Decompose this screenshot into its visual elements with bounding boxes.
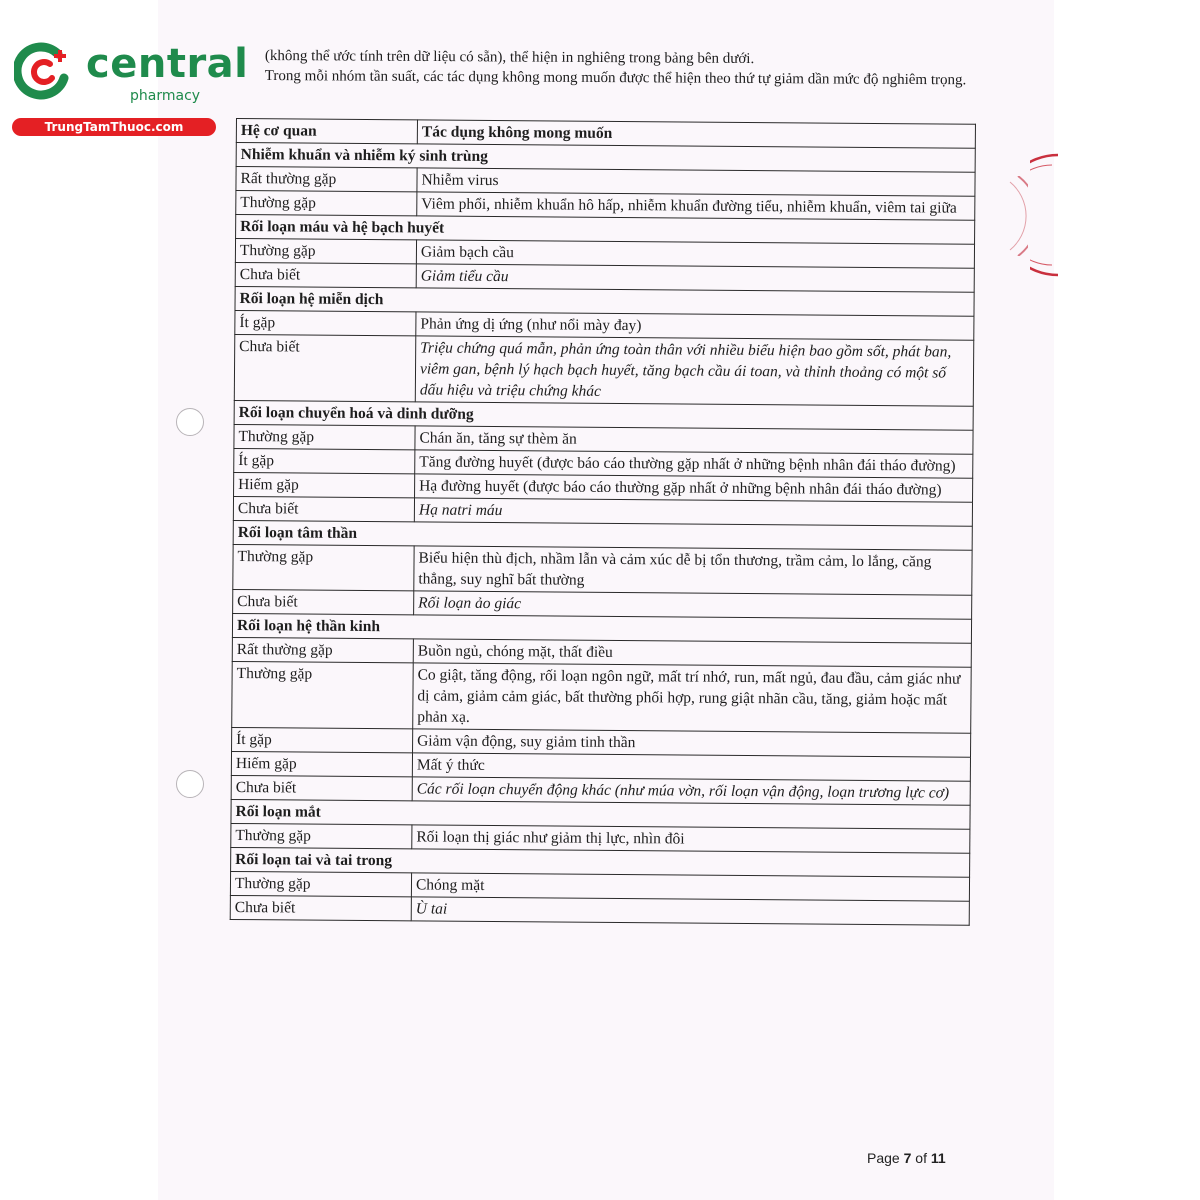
brand-url-link[interactable]: TrungTamThuoc.com bbox=[12, 118, 216, 136]
header-adverse-effect: Tác dụng không mong muốn bbox=[417, 120, 975, 148]
frequency-cell: Chưa biết bbox=[230, 895, 411, 920]
effect-cell: Biểu hiện thù địch, nhầm lẫn và cảm xúc dễ bị tổn thương, trầm cảm, lo lắng, căng thẳng, suy nghĩ bất thường bbox=[414, 546, 972, 595]
group-title: Rối loạn tâm thần bbox=[233, 520, 972, 550]
effect-cell: Co giật, tăng động, rối loạn ngôn ngữ, mất trí nhớ, run, mất ngủ, đau đầu, cảm giác như dị cảm, giảm cảm giác, bất thường phối hợp, rung giật nhãn cầu, tăng, giảm hoặc mất phản xạ. bbox=[413, 663, 972, 733]
effect-cell: Viêm phổi, nhiễm khuẩn hô hấp, nhiễm khuẩn đường tiểu, nhiễm khuẩn, viêm tai giữa bbox=[417, 192, 975, 220]
effect-cell: Phản ứng dị ứng (như nổi mày đay) bbox=[416, 312, 974, 340]
frequency-cell: Rất thường gặp bbox=[232, 637, 413, 662]
table-row bbox=[232, 661, 971, 733]
group-title: Rối loạn tai và tai trong bbox=[231, 847, 970, 877]
effect-cell: Chán ăn, tăng sự thèm ăn bbox=[415, 426, 973, 454]
effect-cell: Giảm vận động, suy giảm tinh thần bbox=[413, 729, 971, 757]
effect-cell: Các rối loạn chuyển động khác (như múa vờn, rối loạn vận động, loạn trương lực cơ) bbox=[412, 777, 970, 805]
effect-cell: Chóng mặt bbox=[411, 873, 969, 901]
group-title: Rối loạn chuyển hoá và dinh dưỡng bbox=[234, 400, 973, 430]
frequency-cell: Thường gặp bbox=[236, 191, 417, 216]
frequency-cell: Chưa biết bbox=[231, 775, 412, 800]
current-page: 7 bbox=[903, 1150, 912, 1166]
effect-cell: Ù tai bbox=[411, 897, 969, 925]
intro-line-1: (không thể ước tính trên dữ liệu có sẵn), thể hiện in nghiêng trong bảng bên dưới. bbox=[264, 47, 755, 67]
frequency-cell: Rất thường gặp bbox=[236, 167, 417, 192]
central-pharmacy-logo[interactable] bbox=[8, 32, 249, 137]
frequency-cell: Ít gặp bbox=[232, 727, 413, 752]
brand-subtitle: pharmacy bbox=[130, 88, 201, 104]
group-title: Rối loạn mắt bbox=[231, 799, 970, 829]
frequency-cell: Chưa biết bbox=[233, 496, 414, 521]
punch-hole-top bbox=[176, 408, 204, 436]
frequency-cell: Thường gặp bbox=[232, 661, 414, 728]
effect-cell: Tăng đường huyết (được báo cáo thường gặp nhất ở những bệnh nhân đái tháo đường) bbox=[415, 450, 973, 478]
frequency-cell: Chưa biết bbox=[234, 334, 416, 401]
brand-name: central bbox=[86, 41, 249, 87]
frequency-cell: Hiếm gặp bbox=[231, 751, 412, 776]
header-organ-system: Hệ cơ quan bbox=[236, 119, 417, 144]
page-number bbox=[867, 1150, 946, 1166]
frequency-cell: Ít gặp bbox=[235, 310, 416, 335]
frequency-cell: Thường gặp bbox=[235, 239, 416, 264]
frequency-cell: Thường gặp bbox=[233, 544, 414, 590]
table-row bbox=[234, 334, 973, 406]
seal-fragment-icon bbox=[1030, 150, 1060, 280]
effect-cell: Rối loạn thị giác như giảm thị lực, nhìn đôi bbox=[412, 825, 970, 853]
effect-cell: Hạ natri máu bbox=[414, 498, 972, 526]
frequency-cell: Chưa biết bbox=[233, 589, 414, 614]
group-title: Rối loạn máu và hệ bạch huyết bbox=[236, 215, 975, 245]
frequency-cell: Thường gặp bbox=[231, 823, 412, 848]
effect-cell: Hạ đường huyết (được báo cáo thường gặp nhất ở những bệnh nhân đái tháo đường) bbox=[415, 474, 973, 502]
frequency-cell: Thường gặp bbox=[230, 871, 411, 896]
adverse-effects-table bbox=[230, 118, 976, 926]
effect-cell: Giảm bạch cầu bbox=[416, 240, 974, 268]
group-title: Nhiễm khuẩn và nhiễm ký sinh trùng bbox=[236, 143, 975, 173]
effect-cell: Giảm tiểu cầu bbox=[416, 264, 974, 292]
frequency-cell: Thường gặp bbox=[234, 424, 415, 449]
effect-cell: Buồn ngủ, chóng mặt, thất điều bbox=[413, 639, 971, 667]
intro-paragraph bbox=[265, 46, 985, 90]
group-title: Rối loạn hệ thần kinh bbox=[232, 613, 971, 643]
total-pages: 11 bbox=[930, 1150, 946, 1166]
group-title: Rối loạn hệ miễn dịch bbox=[235, 286, 974, 316]
intro-line-2: Trong mỗi nhóm tần suất, các tác dụng không mong muốn được thể hiện theo thứ tự giảm dần mức độ nghiêm trọng. bbox=[264, 67, 967, 89]
effect-cell: Triệu chứng quá mẫn, phản ứng toàn thân với nhiều biểu hiện bao gồm sốt, phát ban, viêm gan, bệnh lý hạch bạch huyết, tăng bạch cầu ái toan, và thỉnh thoảng có một số dấu hiệu và triệu chứng khác bbox=[415, 336, 974, 406]
punch-hole-bottom bbox=[176, 770, 204, 798]
table-body bbox=[230, 143, 975, 926]
effect-cell: Mất ý thức bbox=[412, 753, 970, 781]
table-row bbox=[233, 544, 972, 595]
effect-cell: Rối loạn ảo giác bbox=[414, 591, 972, 619]
effect-cell: Nhiễm virus bbox=[417, 168, 975, 196]
frequency-cell: Ít gặp bbox=[234, 448, 415, 473]
page-label: Page bbox=[867, 1150, 900, 1166]
table-row bbox=[230, 895, 969, 925]
page-of: of bbox=[915, 1150, 927, 1166]
frequency-cell: Hiếm gặp bbox=[234, 472, 415, 497]
frequency-cell: Chưa biết bbox=[235, 262, 416, 287]
pharmacy-logo-icon bbox=[14, 42, 72, 100]
